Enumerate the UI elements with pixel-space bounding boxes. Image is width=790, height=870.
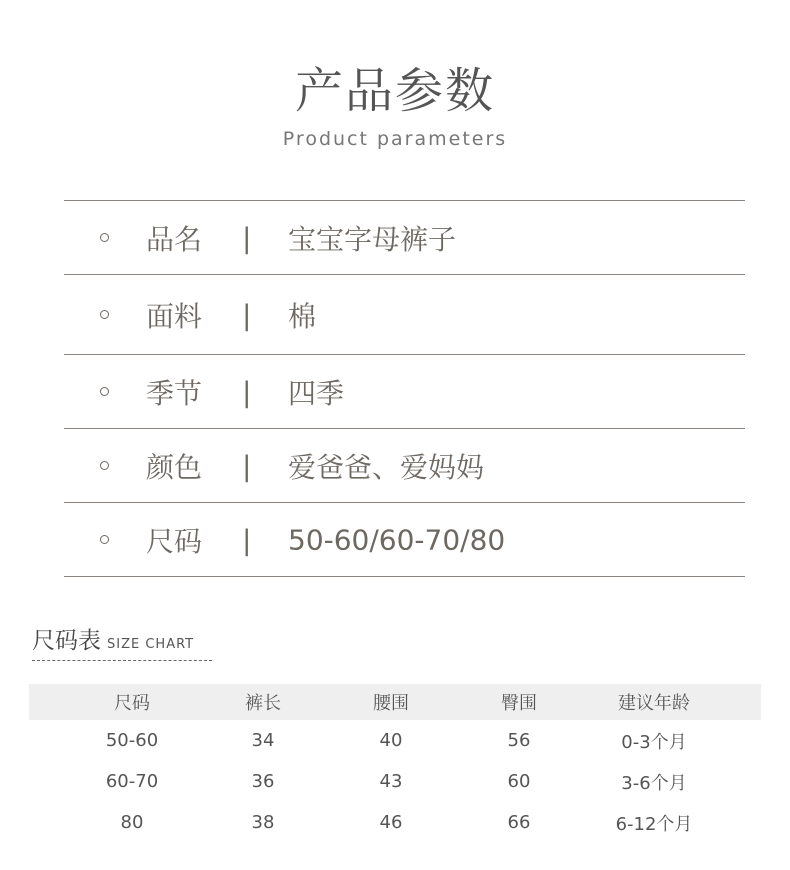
parameter-list [64,200,745,577]
parameter-value: 50-60/60-70/80 [288,523,506,556]
table-cell: 38 [251,812,275,833]
parameter-row-season [64,355,745,429]
circle-bullet-icon [100,535,109,544]
column-header: 尺码 [29,684,235,720]
parameter-separator: | [242,298,252,331]
column-header: 臀围 [491,684,547,720]
table-cell: 46 [379,812,403,833]
table-row [29,802,761,843]
page-subtitle: Product parameters [282,128,508,150]
table-cell: 80 [120,812,144,833]
table-cell: 50-60 [105,730,159,751]
table-cell: 60 [507,771,531,792]
parameter-value: 宝宝字母裤子 [288,222,457,256]
parameter-row-name [64,201,745,275]
circle-bullet-icon [100,387,109,396]
parameter-row-size [64,503,745,577]
table-cell: 43 [379,771,403,792]
size-chart-heading [32,622,194,655]
size-chart-title: 尺码表 [32,628,101,654]
parameter-row-color [64,429,745,503]
size-chart-subtitle: SIZE CHART [107,637,195,652]
column-header: 裤长 [235,684,291,720]
circle-bullet-icon [100,461,109,470]
parameter-label: 季节 [146,376,203,410]
parameter-label: 品名 [146,222,203,256]
table-row [29,761,761,802]
column-header: 腰围 [291,684,491,720]
parameter-label: 尺码 [146,524,203,558]
dashed-divider [32,660,212,661]
size-chart-table [29,684,761,843]
circle-bullet-icon [100,233,109,242]
table-cell: 3-6个月 [621,772,687,794]
table-cell: 40 [379,730,403,751]
table-cell: 36 [251,771,275,792]
parameter-label: 颜色 [146,450,203,484]
table-cell: 60-70 [105,771,159,792]
circle-bullet-icon [100,310,109,319]
parameter-separator: | [242,221,252,254]
parameter-separator: | [242,375,252,408]
page-title: 产品参数 [294,63,495,119]
table-row [29,720,761,761]
column-header: 建议年龄 [547,684,761,720]
table-header-row [29,684,761,720]
table-cell: 34 [251,730,275,751]
table-cell: 66 [507,812,531,833]
parameter-separator: | [242,449,252,482]
parameter-separator: | [242,523,252,556]
parameter-value: 棉 [288,299,317,333]
parameter-value: 爱爸爸、爱妈妈 [288,450,485,484]
table-cell: 0-3个月 [621,731,687,753]
table-cell: 6-12个月 [615,813,693,835]
parameter-label: 面料 [146,299,203,333]
table-cell: 56 [507,730,531,751]
parameter-row-fabric [64,275,745,355]
parameter-value: 四季 [288,376,345,410]
